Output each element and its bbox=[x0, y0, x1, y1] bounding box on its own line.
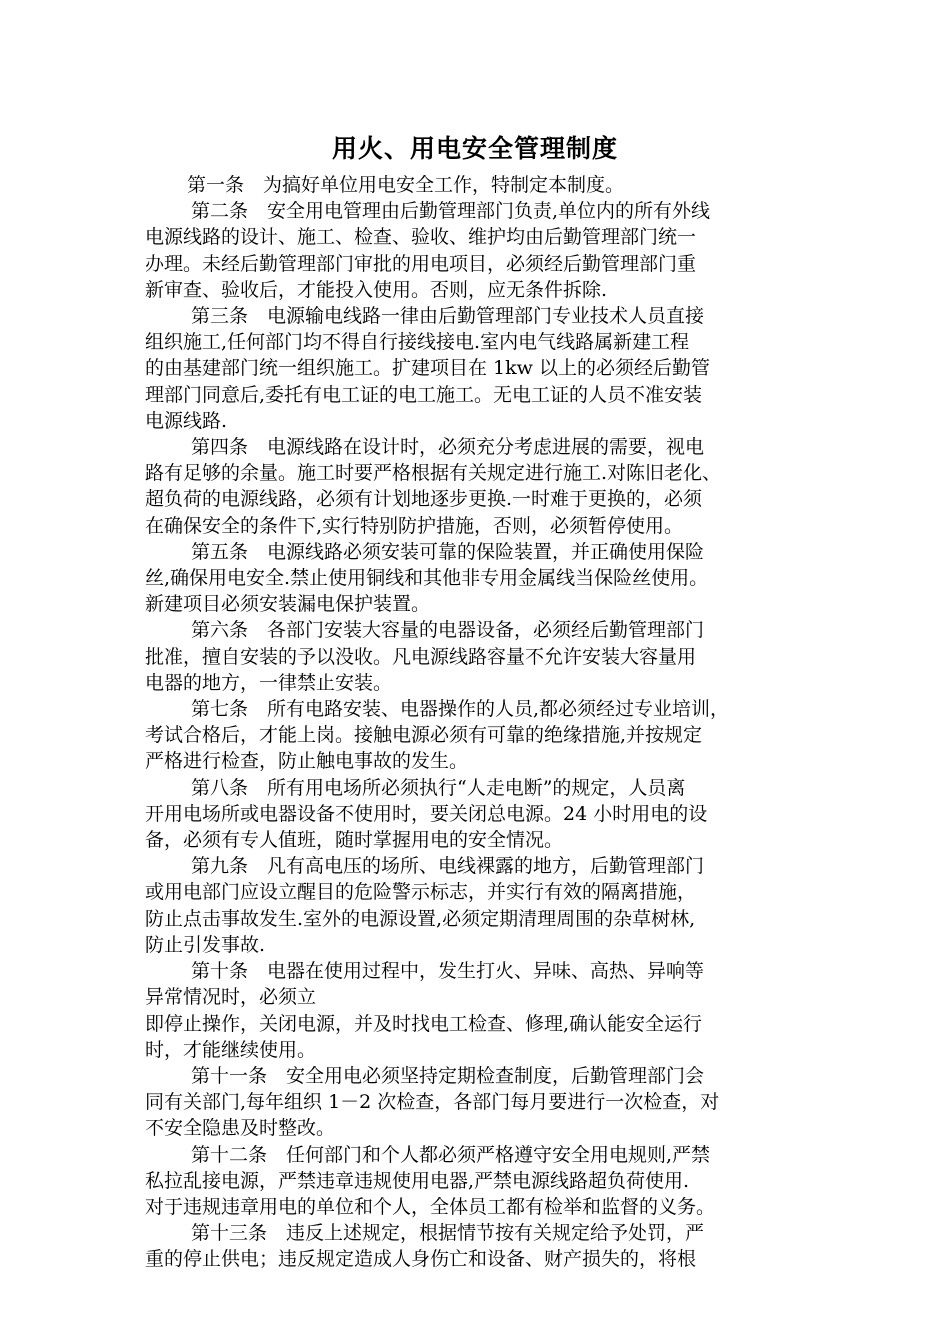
article-paragraph bbox=[145, 172, 810, 198]
paragraph-line-text: 第二条 安全用电管理由后勤管理部门负责,单位内的所有外线 bbox=[191, 200, 711, 223]
paragraph-line bbox=[145, 801, 810, 827]
paragraph-line bbox=[145, 1115, 810, 1141]
paragraph-line bbox=[145, 1168, 810, 1194]
paragraph-line bbox=[145, 1037, 810, 1063]
paragraph-line-text: 的由基建部门统一组织施工。扩建项目在 1kw 以上的必须经后勤管 bbox=[145, 357, 710, 380]
paragraph-line bbox=[145, 670, 810, 696]
article-paragraph bbox=[145, 958, 810, 1063]
paragraph-line-text: 电源线路. bbox=[145, 409, 228, 432]
paragraph-line bbox=[145, 434, 810, 460]
paragraph-line bbox=[145, 303, 810, 329]
paragraph-line bbox=[145, 408, 810, 434]
article-paragraph bbox=[145, 696, 810, 775]
paragraph-line bbox=[145, 1194, 810, 1220]
paragraph-line-text: 第十一条 安全用电必须坚持定期检查制度，后勤管理部门会 bbox=[191, 1064, 705, 1087]
paragraph-line-text: 第十三条 违反上述规定，根据情节按有关规定给予处罚，严 bbox=[191, 1222, 705, 1245]
paragraph-line-text: 重的停止供电；违反规定造成人身伤亡和设备、财产损失的，将根 bbox=[145, 1248, 697, 1271]
paragraph-line bbox=[145, 958, 810, 984]
paragraph-line bbox=[145, 1246, 810, 1272]
paragraph-line bbox=[145, 224, 810, 250]
paragraph-line-text: 不安全隐患及时整改。 bbox=[145, 1117, 336, 1140]
paragraph-line-text: 第七条 所有电路安装、电器操作的人员,都必须经过专业培训， bbox=[191, 698, 730, 721]
paragraph-line bbox=[145, 329, 810, 355]
paragraph-line-text: 异常情况时，必须立 bbox=[145, 986, 317, 1009]
paragraph-line-text: 办理。未经后勤管理部门审批的用电项目，必须经后勤管理部门重 bbox=[145, 252, 697, 275]
paragraph-line-text: 第十条 电器在使用过程中，发生打火、异味、高热、异响等 bbox=[191, 960, 705, 983]
paragraph-line bbox=[145, 277, 810, 303]
paragraph-line-text: 电源线路的设计、施工、检查、验收、维护均由后勤管理部门统一 bbox=[145, 226, 697, 249]
paragraph-line-text: 批准，擅自安装的予以没收。凡电源线路容量不允许安装大容量用 bbox=[145, 645, 697, 668]
paragraph-line bbox=[145, 748, 810, 774]
paragraph-line bbox=[145, 984, 810, 1010]
paragraph-line-text: 同有关部门,每年组织 1－2 次检查，各部门每月要进行一次检查，对 bbox=[145, 1091, 720, 1114]
paragraph-line-text: 严格进行检查，防止触电事故的发生。 bbox=[145, 750, 469, 773]
paragraph-line bbox=[145, 932, 810, 958]
paragraph-line-text: 第六条 各部门安装大容量的电器设备，必须经后勤管理部门 bbox=[191, 619, 705, 642]
article-paragraph bbox=[145, 853, 810, 958]
paragraph-line-text: 第四条 电源线路在设计时，必须充分考虑进展的需要，视电 bbox=[191, 436, 705, 459]
paragraph-line bbox=[145, 1011, 810, 1037]
paragraph-line-text: 即停止操作，关闭电源，并及时找电工检查、修理,确认能安全运行 bbox=[145, 1012, 703, 1035]
paragraph-line bbox=[145, 251, 810, 277]
paragraph-line-text: 第一条 为搞好单位用电安全工作，特制定本制度。 bbox=[187, 174, 625, 196]
article-paragraph bbox=[145, 434, 810, 539]
paragraph-line bbox=[145, 1063, 810, 1089]
document-title: 用火、用电安全管理制度 bbox=[331, 134, 618, 163]
paragraph-line bbox=[145, 172, 810, 198]
article-paragraph bbox=[145, 1142, 810, 1221]
paragraph-line-text: 第三条 电源输电线路一律由后勤管理部门专业技术人员直接 bbox=[191, 305, 705, 328]
paragraph-line-text: 备，必须有专人值班，随时掌握用电的安全情况。 bbox=[145, 829, 564, 852]
article-paragraph bbox=[145, 1063, 810, 1142]
paragraph-line bbox=[145, 775, 810, 801]
paragraph-line bbox=[145, 382, 810, 408]
paragraph-line-text: 第九条 凡有高电压的场所、电线裸露的地方，后勤管理部门 bbox=[191, 855, 705, 878]
paragraph-line-text: 新审查、验收后，才能投入使用。否则，应无条件拆除. bbox=[145, 278, 608, 301]
paragraph-line bbox=[145, 1142, 810, 1168]
paragraph-line bbox=[145, 513, 810, 539]
paragraph-line-text: 在确保安全的条件下,实行特别防护措施，否则，必须暂停使用。 bbox=[145, 514, 684, 537]
paragraph-line-text: 开用电场所或电器设备不使用时，要关闭总电源。24 小时用电的设 bbox=[145, 802, 708, 825]
paragraph-line-text: 组织施工,任何部门均不得自行接线接电.室内电气线路属新建工程 bbox=[145, 331, 690, 354]
paragraph-line-text: 路有足够的余量。施工时要严格根据有关规定进行施工.对陈旧老化、 bbox=[145, 462, 722, 485]
paragraph-line bbox=[145, 906, 810, 932]
article-paragraph bbox=[145, 539, 810, 618]
paragraph-line bbox=[145, 722, 810, 748]
paragraph-line bbox=[145, 198, 810, 224]
paragraph-line bbox=[145, 565, 810, 591]
paragraph-line bbox=[145, 617, 810, 643]
paragraph-line-text: 防止点击事故发生.室外的电源设置,必须定期清理周围的杂草树林, bbox=[145, 907, 696, 930]
paragraph-line-text: 新建项目必须安装漏电保护装置。 bbox=[145, 593, 431, 616]
article-paragraph bbox=[145, 303, 810, 434]
paragraph-line bbox=[145, 355, 810, 381]
paragraph-line bbox=[145, 460, 810, 486]
paragraph-line-text: 私拉乱接电源，严禁违章违规使用电器,严禁电源线路超负荷使用. bbox=[145, 1169, 690, 1192]
paragraph-line bbox=[145, 539, 810, 565]
paragraph-line-text: 丝,确保用电安全.禁止使用铜线和其他非专用金属线当保险丝使用。 bbox=[145, 567, 709, 590]
paragraph-line bbox=[145, 644, 810, 670]
article-paragraph bbox=[145, 775, 810, 854]
paragraph-line-text: 考试合格后，才能上岗。接触电源必须有可靠的绝缘措施,并按规定 bbox=[145, 724, 703, 747]
paragraph-line bbox=[145, 696, 810, 722]
paragraph-line bbox=[145, 879, 810, 905]
paragraph-line-text: 第五条 电源线路必须安装可靠的保险装置，并正确使用保险 bbox=[191, 540, 705, 563]
paragraph-line-text: 或用电部门应设立醒目的危险警示标志，并实行有效的隔离措施， bbox=[145, 881, 697, 904]
paragraph-line bbox=[145, 853, 810, 879]
paragraph-line-text: 超负荷的电源线路，必须有计划地逐步更换.一时难于更换的，必须 bbox=[145, 488, 703, 511]
article-paragraph bbox=[145, 198, 810, 303]
paragraph-line-text: 电器的地方，一律禁止安装。 bbox=[145, 671, 393, 694]
paragraph-line bbox=[145, 591, 810, 617]
article-paragraph bbox=[145, 617, 810, 696]
paragraph-line-text: 对于违规违章用电的单位和个人，全体员工都有检举和监督的义务。 bbox=[145, 1195, 716, 1218]
paragraph-line-text: 时，才能继续使用。 bbox=[145, 1038, 317, 1061]
paragraph-line-text: 理部门同意后,委托有电工证的电工施工。无电工证的人员不准安装 bbox=[145, 383, 703, 406]
paragraph-line-text: 防止引发事故. bbox=[145, 933, 266, 956]
paragraph-line bbox=[145, 486, 810, 512]
document-body bbox=[145, 172, 810, 1273]
article-paragraph bbox=[145, 1220, 810, 1272]
paragraph-line bbox=[145, 827, 810, 853]
paragraph-line bbox=[145, 1089, 810, 1115]
paragraph-line bbox=[145, 1220, 810, 1246]
paragraph-line-text: 第八条 所有用电场所必须执行“人走电断”的规定，人员离 bbox=[191, 776, 686, 799]
paragraph-line-text: 第十二条 任何部门和个人都必须严格遵守安全用电规则,严禁 bbox=[191, 1143, 711, 1166]
